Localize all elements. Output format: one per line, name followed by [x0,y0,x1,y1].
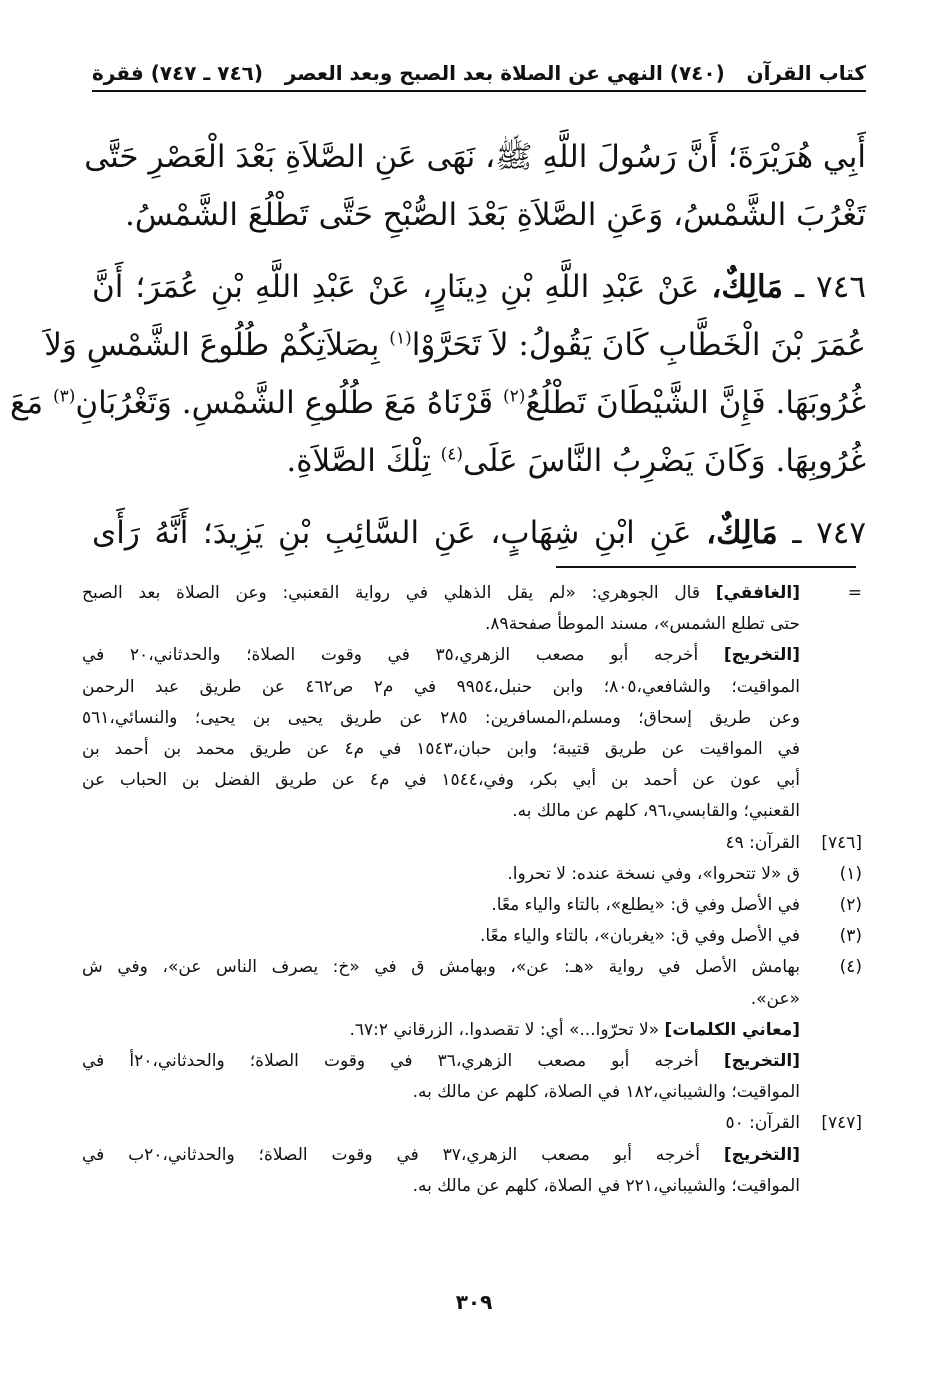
note-747 [82,1108,862,1139]
note-line: في الأصل وفي ق: «يغربان»، بالتاء والياء معًا. [480,926,800,947]
text-segment: عَنِ ابْنِ شِهَابٍ، عَنِ السَّائِبِ بْنِ يَزِيدَ؛ أَنَّهُ رَأَى [92,515,692,551]
footnote-1 [82,859,862,890]
note-line: «عن». [750,988,800,1009]
footnote-ref-2[interactable]: (٢) [502,386,526,407]
note-text: أخرجه أبو مصعب الزهري،٣٦ في وقوت الصلاة؛ والحدثاني،٢٠أ في [82,1051,699,1072]
footnote-ref-4[interactable]: (٤) [440,444,464,465]
note-label: [معاني الكلمات] [664,1019,800,1040]
note-label: [التخريج] [723,645,800,666]
note-indent [800,1140,862,1202]
note-line: ق «لا تتحروا»، وفي نسخة عنده: لا تحروا. [507,863,800,884]
running-header [92,56,866,92]
footnote-label: (٤) [839,957,862,978]
text-line [9,374,866,432]
narrator-name: مَالِكٌ، [706,515,778,551]
note-747-takhrij [82,1140,862,1202]
footnote-separator [556,566,856,568]
text-line [92,432,866,490]
note-label: [التخريج] [723,1051,800,1072]
footnote-label: (١) [839,863,862,884]
main-text [9,128,867,562]
note-line [82,1140,800,1171]
text-segment: عُمَرَ بْنَ الْخَطَّابِ كَانَ يَقُولُ: لاَ تَحَرَّوْا [411,327,866,363]
text-segment: غُرُوبِهَا. وَكَانَ يَضْرِبُ النَّاسَ عَلَى [463,443,866,479]
note-ghafiqi [82,578,862,828]
note-746 [82,828,862,859]
note-label: [التخريج] [723,1144,800,1165]
note-line: القرآن: ٥٠ [725,1113,800,1134]
note-line: المواقيت؛ والشافعي،٨٠٥؛ وابن حنبل،٩٩٥٤ في م٢ ص٤٦٢ عن طريق عبد الرحمن [82,676,800,697]
note-line [82,578,800,609]
paragraph-747 [92,504,866,562]
note-line: أبي عون عن أحمد بن أبي بكر، وفي،١٥٤٤ في م٤ عن طريق الفضل بن الحباب عن [82,770,800,791]
text-segment: قَرْنَاهُ مَعَ طُلُوعِ الشَّمْسِ. وَتَغْرُبَانِ [75,385,494,421]
text-line: أَبِي هُرَيْرَةَ؛ أَنَّ رَسُولَ اللَّهِ ﷺ، نَهَى عَنِ الصَّلاَةِ بَعْدَ الْعَصْرِ حَتَّى [84,139,866,175]
note-line: وعن طريق إسحاق؛ ومسلم،المسافرين: ٢٨٥ عن طريق يحيى بن يحيى؛ والنسائي،٥٦١ [82,707,801,728]
note-line: بهامش الأصل في رواية «هـ: عن»، وبهامش ق في «خ: يصرف الناس عن»، وفي ش [82,957,800,978]
note-line: المواقيت؛ والشيباني،٢٢١ في الصلاة، كلهم عن مالك به. [412,1175,800,1196]
text-segment: مَعَ [9,385,44,421]
text-segment: تِلْكَ الصَّلاَةِ. [286,443,431,479]
text-line: تَغْرُبَ الشَّمْسُ، وَعَنِ الصَّلاَةِ بَعْدَ الصُّبْحِ حَتَّى تَطْلُعَ الشَّمْسُ. [125,197,866,233]
chapter-title: (٧٤٠) النهي عن الصلاة بعد الصبح وبعد العصر [284,61,725,85]
text-segment: عَنْ عَبْدِ اللَّهِ بْنِ دِينَارٍ، عَنْ عَبْدِ اللَّهِ بْنِ عُمَرَ؛ أَنَّ [92,269,700,305]
narrator-name: مَالِكٌ، [711,269,784,305]
text-line [44,316,866,374]
note-line: القعنبي؛ والقابسي،٩٦، كلهم عن مالك به. [512,801,800,822]
text-line [92,504,866,562]
book-title: كتاب القرآن [746,61,866,85]
note-number: [٧٤٧] [821,1113,862,1134]
note-line: المواقيت؛ والشيباني،١٨٢ في الصلاة، كلهم عن مالك به. [412,1082,800,1103]
note-line: في المواقيت عن طريق قتيبة؛ وابن حبان،١٥٤٣ في م٤ عن طريق محمد بن أحمد بن [82,739,800,760]
note-text: أخرجه أبو مصعب الزهري،٣٥ في وقوت الصلاة؛ والحدثاني،٢٠ في [82,645,699,666]
note-text: «لا تحرّوا...» أي: لا تقصدوا.، الزرقاني ٦٧:٢. [349,1019,660,1040]
note-text: قال الجوهري: «لم يقل الذهلي في رواية القعنبي: وعن الصلاة بعد الصبح [82,583,700,603]
hadith-number: ٧٤٦ ـ [794,269,866,305]
text-line [92,258,866,316]
note-line [82,640,800,671]
text-segment: بِصَلاَتِكُمْ طُلُوعَ الشَّمْسِ وَلاَ [44,327,380,363]
footnote-label: (٢) [839,895,862,916]
note-text: أخرجه أبو مصعب الزهري،٣٧ في وقوت الصلاة؛ والحدثاني،٢٠ب في [82,1144,700,1165]
continuation-mark: = [847,583,862,603]
note-label: [الغافقي] [715,583,800,603]
note-line [82,1046,800,1077]
note-line [82,1015,800,1046]
note-line: في الأصل وفي ق: «يطلع»، بالتاء والياء معًا. [491,895,800,916]
text-segment: غُرُوبَهَا. فَإِنَّ الشَّيْطَانَ تَطْلُعُ [525,385,866,421]
hadith-number: ٧٤٧ ـ [792,515,867,551]
footnote-2 [82,890,862,921]
note-line: حتى تطلع الشمس»، مسند الموطأ صفحة٨٩. [485,614,800,635]
footnote-4 [82,952,862,1108]
footnotes [82,578,862,1202]
paragraph-range: (٧٤٦ ـ ٧٤٧) فقرة [92,61,263,85]
footnote-ref-3[interactable]: (٣) [52,386,76,407]
footnote-label: (٣) [839,926,862,947]
paragraph-746 [9,258,866,490]
footnote-3 [82,921,862,952]
page-number: ٣٠٩ [455,1290,493,1314]
footnote-ref-1[interactable]: (١) [389,328,412,349]
paragraph-hadith-continuation [84,128,866,244]
note-line: القرآن: ٤٩ [725,832,800,853]
note-number: [٧٤٦] [821,832,862,853]
